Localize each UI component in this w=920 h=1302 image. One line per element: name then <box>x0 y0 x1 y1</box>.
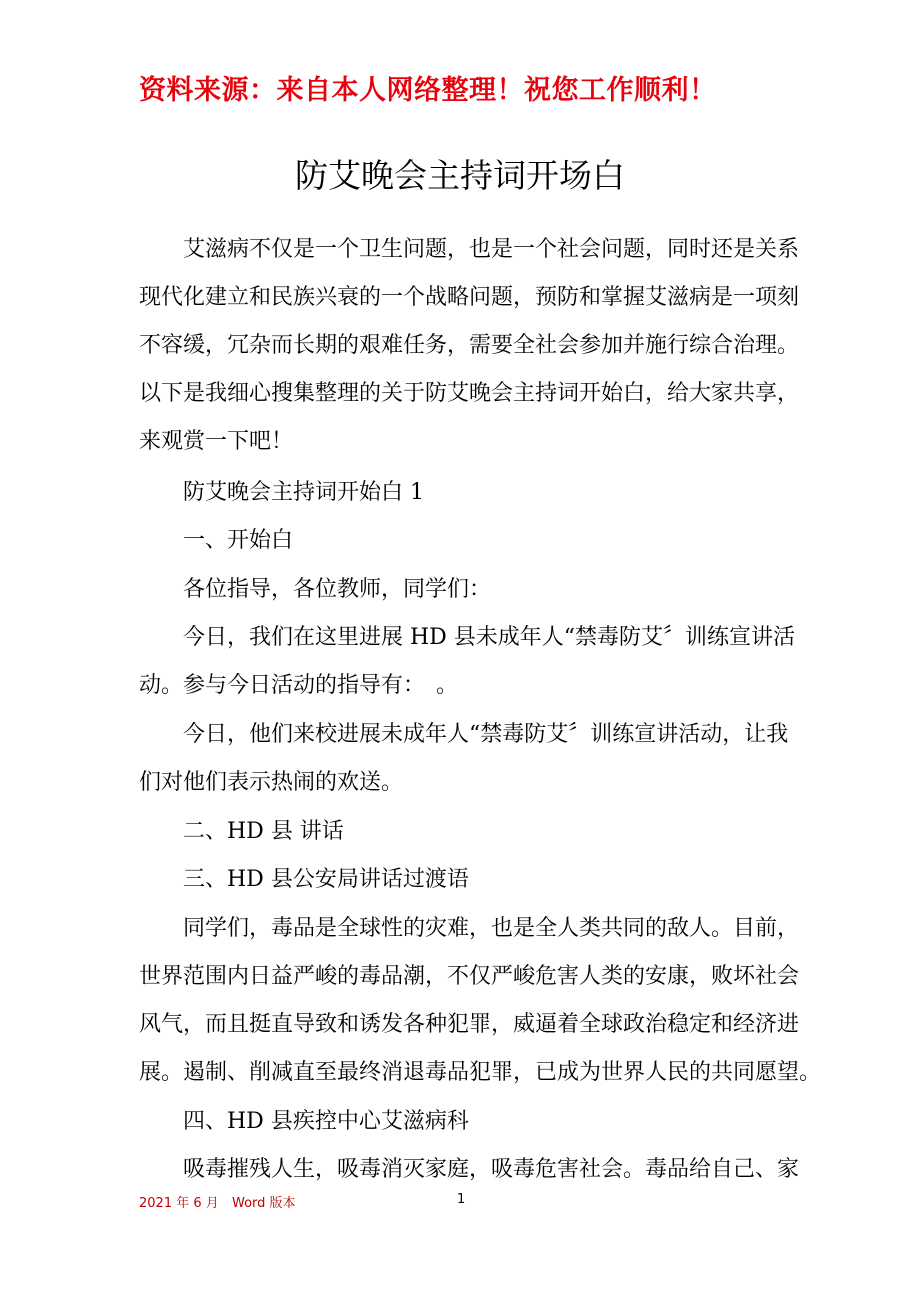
text-line: 各位指导，各位教师，同学们： <box>183 577 492 602</box>
text-line: 来观赏一下吧！ <box>139 429 294 454</box>
footer-version: Word 版本 <box>232 1196 296 1211</box>
footer-date: 2021 年 6 月 <box>139 1196 219 1211</box>
text-line: 同学们，毒品是全球性的灾难，也是全人类共同的敌人。目前， <box>183 916 800 941</box>
body-paragraph <box>139 614 796 710</box>
text-line: 防艾晚会主持词开始白 1 <box>183 480 424 505</box>
text-line: 四、HD 县疾控中心艾滋病科 <box>183 1109 469 1134</box>
section-heading <box>139 1098 791 1146</box>
intro-paragraph <box>139 226 800 466</box>
text-line: 三、HD 县公安局讲话过渡语 <box>183 867 469 892</box>
section-heading <box>139 856 791 904</box>
body-paragraph <box>139 1146 800 1194</box>
text-line: 现代化建立和民族兴衰的一个战略问题，预防和掌握艾滋病是一项刻 <box>139 285 800 310</box>
page-footer <box>139 1192 791 1214</box>
greeting-paragraph <box>139 566 791 614</box>
body-paragraph <box>139 905 822 1097</box>
section-heading <box>139 517 791 565</box>
page-number: 1 <box>457 1192 466 1207</box>
text-line: 风气，而且挺直导致和诱发各种犯罪，威逼着全球政治稳定和经济进 <box>139 1012 800 1037</box>
text-line: 今日，我们在这里进展 HD 县未成年人“禁毒防艾〞训练宣讲活 <box>183 625 796 650</box>
section-heading <box>139 469 791 517</box>
text-line: 展。遏制、削减直至最终消退毒品犯罪，已成为世界人民的共同愿望。 <box>139 1060 822 1085</box>
text-line: 动。参与今日活动的指导有： 。 <box>139 673 459 698</box>
text-line: 世界范围内日益严峻的毒品潮，不仅严峻危害人类的安康，败坏社会 <box>139 964 800 989</box>
text-line: 们对他们表示热闹的欢送。 <box>139 770 404 795</box>
text-line: 吸毒摧残人生，吸毒消灭家庭，吸毒危害社会。毒品给自己、家 <box>183 1157 800 1182</box>
source-banner: 资料来源：来自本人网络整理！祝您工作顺利！ <box>139 75 717 106</box>
body-paragraph <box>139 711 791 807</box>
text-line: 今日，他们来校进展未成年人“禁毒防艾〞训练宣讲活动，让我 <box>183 722 789 747</box>
text-line: 以下是我细心搜集整理的关于防艾晚会主持词开始白，给大家共享， <box>139 381 800 406</box>
document-title: 防艾晚会主持词开场白 <box>295 156 625 195</box>
text-line: 艾滋病不仅是一个卫生问题，也是一个社会问题，同时还是关系 <box>183 237 800 262</box>
text-line: 一、开始白 <box>183 528 294 553</box>
text-line: 二、HD 县 讲话 <box>183 819 344 844</box>
text-line: 不容缓，冗杂而长期的艰难任务，需要全社会参加并施行综合治理。 <box>139 333 800 358</box>
section-heading <box>139 808 791 856</box>
